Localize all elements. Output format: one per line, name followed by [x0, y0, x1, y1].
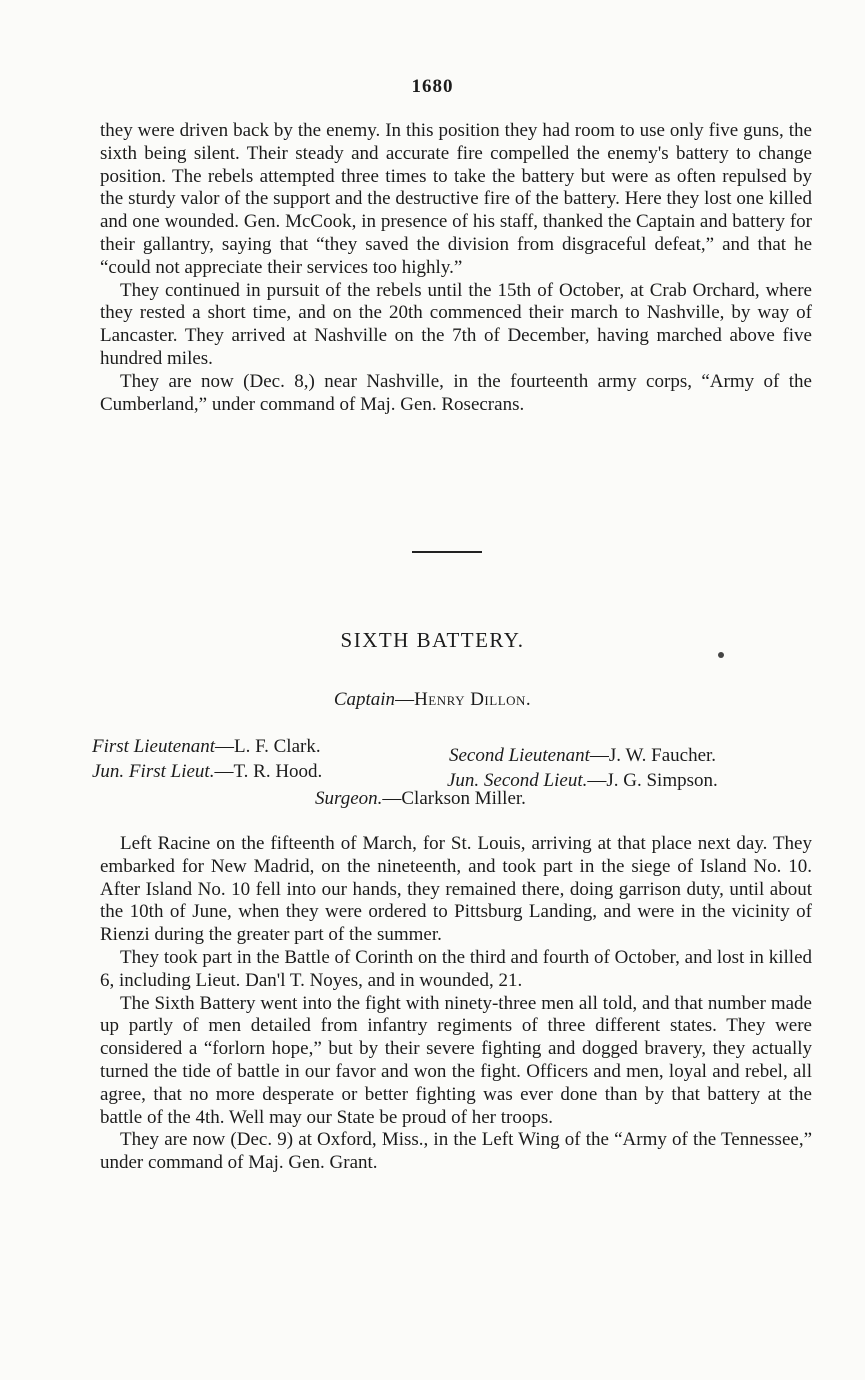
paragraph: They continued in pursuit of the rebels until the 15th of October, at Crab Orchard, where they rested a short time, and on the 20th commenced their march to Nashville, by way of Lancaster. They arrived at Nashville on the 7th of December, having marched above five hundred miles. — [100, 279, 812, 369]
ink-speck — [718, 652, 724, 658]
page-number: 1680 — [411, 76, 454, 97]
jun-first-lieutenant — [92, 761, 322, 783]
officer-name: Clarkson Miller. — [401, 788, 526, 809]
first-lieutenant — [92, 736, 321, 758]
officer-name: J. W. Faucher. — [608, 745, 717, 766]
officer-title: Jun. Second Lieut. — [447, 770, 588, 791]
officer-name: L. F. Clark. — [233, 736, 321, 757]
captain-line — [0, 689, 865, 711]
surgeon — [315, 788, 526, 810]
officer-title: Surgeon. — [315, 788, 383, 809]
officer-name: T. R. Hood. — [233, 761, 323, 782]
sixth-battery-text — [100, 833, 812, 1175]
paragraph: They are now (Dec. 9) at Oxford, Miss., in the Left Wing of the “Army of the Tennessee,” under command of Maj. Gen. Grant. — [100, 1129, 812, 1174]
em-dash: — — [214, 736, 234, 757]
paragraph: They took part in the Battle of Corinth on the third and fourth of October, and lost in killed 6, including Lieut. Dan'l T. Noyes, and in wounded, 21. — [100, 946, 812, 991]
em-dash: — — [589, 745, 609, 766]
previous-section-text — [100, 120, 812, 416]
second-lieutenant — [449, 745, 716, 767]
officer-name: J. G. Simpson. — [606, 770, 718, 791]
paragraph: They are now (Dec. 8,) near Nashville, in the fourteenth army corps, “Army of the Cumberland,” under command of Maj. Gen. Rosecrans. — [100, 370, 812, 415]
em-dash: — — [395, 689, 415, 710]
em-dash: — — [214, 761, 234, 782]
officer-title: First Lieutenant — [92, 736, 215, 757]
em-dash: — — [382, 788, 402, 809]
paragraph: Left Racine on the fifteenth of March, for St. Louis, arriving at that place next day. They embarked for New Madrid, on the nineteenth, and took part in the siege of Island No. 10. After Island No. 10 fell into our hands, they remained there, doing garrison duty, until about the 10th of June, when they were ordered to Pittsburg Landing, and were in the vicinity of Rienzi during the greater part of the summer. — [100, 833, 812, 946]
em-dash: — — [587, 770, 607, 791]
captain-name: Henry Dillon. — [414, 689, 532, 710]
section-title: SIXTH BATTERY. — [340, 628, 525, 652]
section-divider — [412, 551, 482, 553]
paragraph: they were driven back by the enemy. In this position they had room to use only five guns, the sixth being silent. Their steady and accurate fire compelled the enemy's battery to change position. The rebels attempted three times to take the battery but were as often repulsed by the sturdy valor of the support and the destructive fire of the battery. Here they lost one killed and one wounded. Gen. McCook, in presence of his staff, thanked the Captain and battery for their gallantry, saying that “they saved the division from disgraceful defeat,” and that he “could not appreciate their services too highly.” — [100, 120, 812, 278]
captain-title: Captain — [333, 689, 396, 710]
officer-title: Second Lieutenant — [449, 745, 590, 766]
officer-title: Jun. First Lieut. — [92, 761, 215, 782]
paragraph: The Sixth Battery went into the fight with ninety-three men all told, and that number made up partly of men detailed from infantry regiments of three different states. They were considered a “forlorn hope,” but by their severe fighting and dogged bravery, they actually turned the tide of battle in our favor and won the fight. Officers and men, loyal and rebel, all agree, that no more desperate or better fighting was ever done than by that battery at the battle of the 4th. Well may our State be proud of her troops. — [100, 992, 812, 1128]
